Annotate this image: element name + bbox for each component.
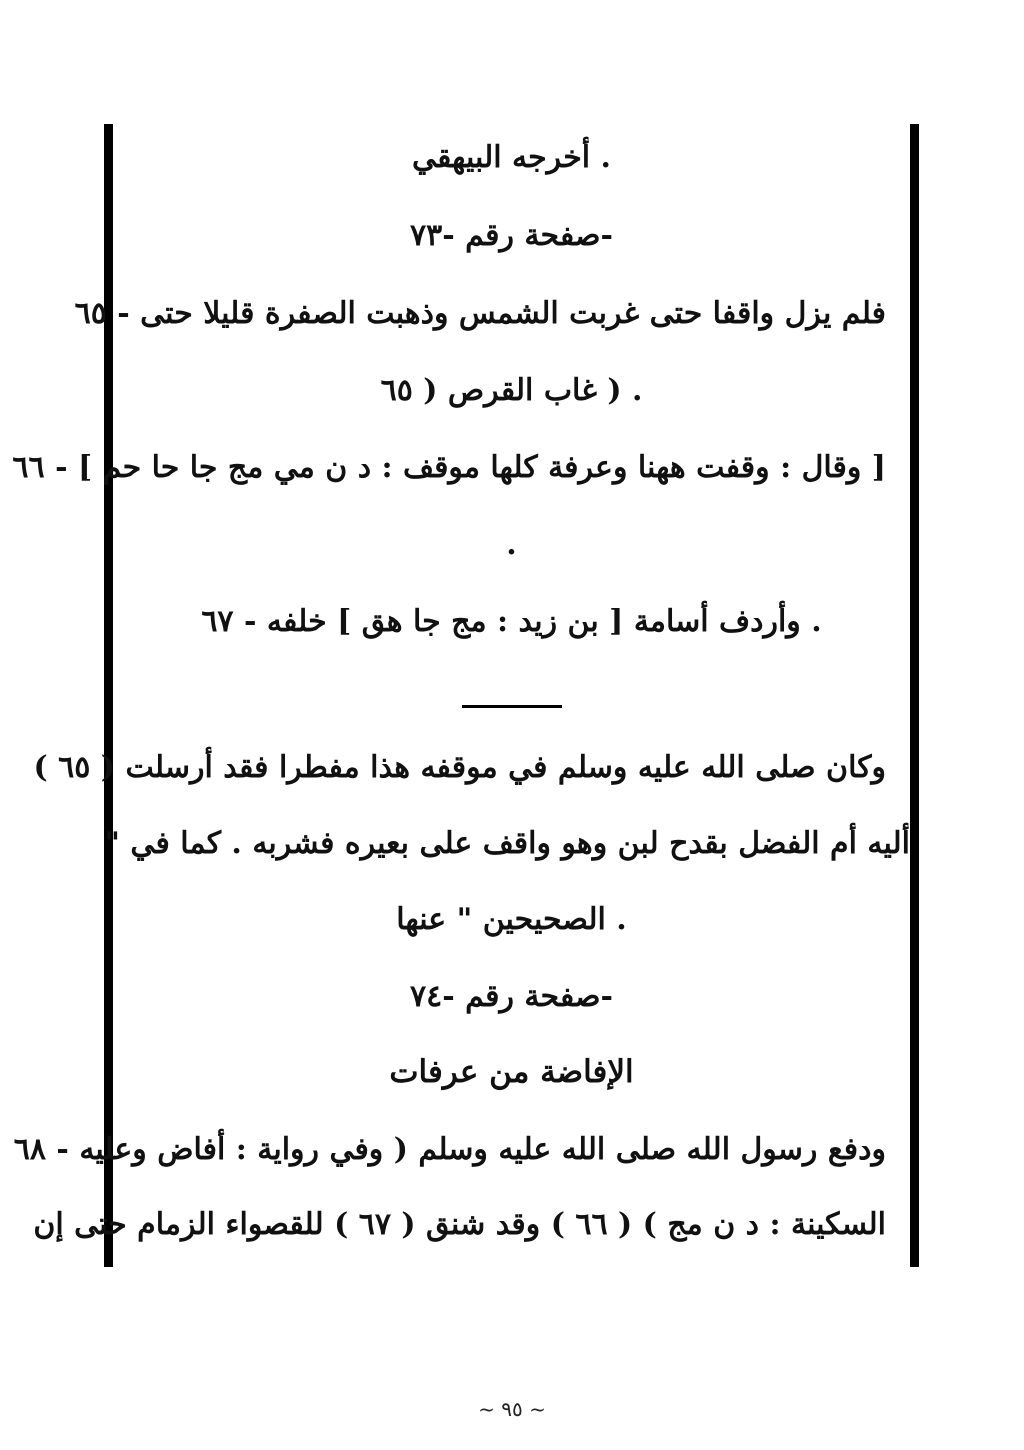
right-border-bar xyxy=(910,124,919,1267)
text-line-3: فلم يزل واقفا حتى غربت الشمس وذهبت الصفرة قليلا حتى - ٦٥ xyxy=(74,296,886,331)
text-line-8: وكان صلى الله عليه وسلم في موقفه هذا مفطرا فقد أرسلت ( ٦٥ ) xyxy=(33,750,886,785)
section-separator xyxy=(462,705,562,708)
page-reference-73: -صفحة رقم -٧٣ xyxy=(410,218,613,253)
text-line-4: . ( غاب القرص ( ٦٥ xyxy=(380,373,643,408)
page-reference-74: -صفحة رقم -٧٤ xyxy=(410,979,613,1014)
text-line-6: . xyxy=(506,527,517,562)
text-line-7: . وأردف أسامة [ بن زيد : مج جا هق ] خلفه - ٦٧ xyxy=(201,604,822,639)
section-heading: الإفاضة من عرفات xyxy=(389,1054,634,1090)
text-line-13: ودفع رسول الله صلى الله عليه وسلم ( وفي رواية : أفاض وعليه - ٦٨ xyxy=(13,1132,886,1167)
text-line-1: . أخرجه البيهقي xyxy=(412,140,611,175)
text-line-5: [ وقال : وقفت ههنا وعرفة كلها موقف : د ن مي مج جا حا حم ] - ٦٦ xyxy=(12,450,886,485)
page-number: ~ ٩٥ ~ xyxy=(478,1397,546,1421)
text-line-10: . الصحيحين " عنها xyxy=(396,902,627,937)
text-line-14: السكينة : د ن مج ) ( ٦٦ ) وقد شنق ( ٦٧ ) للقصواء الزمام حتى إن xyxy=(33,1207,886,1242)
text-line-9: أليه أم الفضل بقدح لبن وهو واقف على بعيره فشربه . كما في " xyxy=(104,826,910,861)
